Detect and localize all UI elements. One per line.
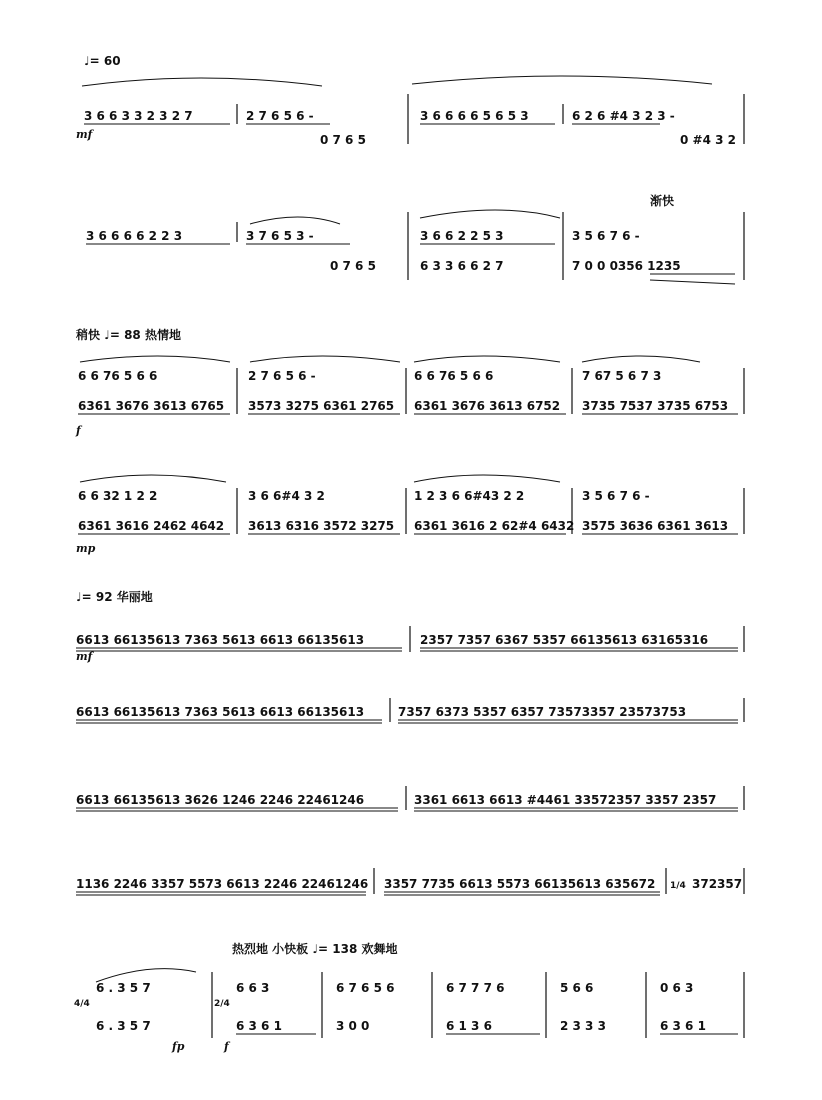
system-7 — [0, 774, 822, 818]
system-4 — [0, 468, 822, 548]
system-9-upper-bar-4: 6 7 7 7 6 — [446, 981, 505, 995]
system-7-bar-1: 6613 66135613 3626 1246 2246 22461246 — [76, 793, 365, 807]
system-1-lower-bar-4: 0 #4 3 2 — [680, 133, 736, 147]
system-8-bar-2: 3357 7735 6613 5573 66135613 635672 — [384, 877, 656, 891]
system-1 — [0, 74, 822, 154]
system-4-upper-bar-2: 3 6 6#4 3 2 — [248, 489, 325, 503]
system-2-lower-bar-4: 7 0 0 0356 1235 — [572, 259, 681, 273]
system-2-lower-bar-3: 6 3 3 6 6 2 7 — [420, 259, 504, 273]
system-9-lower-bar-5: 2 3 3 3 — [560, 1019, 606, 1033]
time-signature-4-4: 4/4 — [74, 999, 90, 1009]
system-6 — [0, 686, 822, 730]
system-3-lower-bar-1: 6361 3676 3613 6765 — [78, 399, 225, 413]
system-3-upper-bar-3: 6 6 76 5 6 6 — [414, 369, 494, 383]
system-1-upper-bar-4: 6 2 6 #4 3 2 3 - — [572, 109, 675, 123]
system-6-bar-2: 7357 6373 5357 6357 73573357 23573753 — [398, 705, 687, 719]
system-3-lower-bar-3: 6361 3676 3613 6752 — [414, 399, 561, 413]
system-9-upper-bar-3: 6 7 6 5 6 — [336, 981, 395, 995]
system-3-upper-bar-4: 7 67 5 6 7 3 — [582, 369, 662, 383]
system-9-upper-bar-5: 5 6 6 — [560, 981, 594, 995]
system-9-lower-bar-4: 6 1 3 6 — [446, 1019, 492, 1033]
time-signature-1-4: 1/4 — [670, 881, 686, 891]
system-1-lower-bar-2: 0 7 6 5 — [320, 133, 366, 147]
system-7-bar-2: 3361 6613 6613 #4461 33572357 3357 2357 — [414, 793, 717, 807]
dynamic-f-1: f — [76, 424, 81, 437]
system-2-lower-bar-2: 0 7 6 5 — [330, 259, 376, 273]
tempo-marking-88: 稍快 ♩= 88 热情地 — [76, 328, 181, 342]
system-2 — [0, 182, 822, 282]
system-2-upper-bar-3: 3 6 6 2 2 5 3 — [420, 229, 504, 243]
dynamic-mp: mp — [76, 542, 96, 555]
system-3 — [0, 348, 822, 428]
dynamic-fp: fp — [172, 1040, 185, 1053]
system-1-upper-bar-1: 3 6 6 3 3 2 3 2 7 — [84, 109, 193, 123]
system-2-upper-bar-4: 3 5 6 7 6 - — [572, 229, 640, 243]
system-5 — [0, 608, 822, 658]
system-1-upper-bar-3: 3 6 6 6 6 5 6 5 3 — [420, 109, 529, 123]
system-1-upper-bar-2: 2 7 6 5 6 - — [246, 109, 314, 123]
system-3-lower-bar-4: 3735 7537 3735 6753 — [582, 399, 729, 413]
system-4-lower-bar-2: 3613 6316 3572 3275 — [248, 519, 395, 533]
system-9-lower-bar-2: 6 3 6 1 — [236, 1019, 282, 1033]
tempo-marking-138: 热烈地 小快板 ♩= 138 欢舞地 — [232, 942, 398, 956]
system-2-upper-bar-1: 3 6 6 6 6 2 2 3 — [86, 229, 183, 243]
system-9-upper-bar-6: 0 6 3 — [660, 981, 694, 995]
system-9-upper-bar-1: 6 . 3 5 7 — [96, 981, 151, 995]
system-5-bar-1: 6613 66135613 7363 5613 6613 66135613 — [76, 633, 365, 647]
dynamic-mf-1: mf — [76, 128, 93, 141]
system-9-lower-bar-3: 3 0 0 — [336, 1019, 370, 1033]
tempo-marking-60: ♩= 60 — [84, 54, 121, 68]
dynamic-mf-2: mf — [76, 650, 93, 663]
system-9-lower-bar-6: 6 3 6 1 — [660, 1019, 706, 1033]
system-4-lower-bar-4: 3575 3636 6361 3613 — [582, 519, 729, 533]
system-8-bar-1: 1136 2246 3357 5573 6613 2246 22461246 — [76, 877, 369, 891]
system-8-bar-3: 372357 — [692, 877, 743, 891]
system-4-upper-bar-4: 3 5 6 7 6 - — [582, 489, 650, 503]
system-5-bar-2: 2357 7357 6367 5357 66135613 63165316 — [420, 633, 709, 647]
system-2-upper-bar-2: 3 7 6 5 3 - — [246, 229, 314, 243]
system-4-upper-bar-3: 1 2 3 6 6#43 2 2 — [414, 489, 525, 503]
dynamic-f-2: f — [224, 1040, 229, 1053]
system-4-lower-bar-1: 6361 3616 2462 4642 — [78, 519, 225, 533]
system-8 — [0, 852, 822, 902]
system-9-upper-bar-2: 6 6 3 — [236, 981, 270, 995]
system-6-bar-1: 6613 66135613 7363 5613 6613 66135613 — [76, 705, 365, 719]
time-signature-2-4: 2/4 — [214, 999, 230, 1009]
system-4-lower-bar-3: 6361 3616 2 62#4 6432 — [414, 519, 575, 533]
tempo-marking-92: ♩= 92 华丽地 — [76, 590, 153, 604]
system-3-upper-bar-2: 2 7 6 5 6 - — [248, 369, 316, 383]
system-3-upper-bar-1: 6 6 76 5 6 6 — [78, 369, 158, 383]
system-9 — [0, 958, 822, 1044]
tempo-marking-accelerando: 渐快 — [650, 194, 675, 208]
system-3-lower-bar-2: 3573 3275 6361 2765 — [248, 399, 395, 413]
system-4-upper-bar-1: 6 6 32 1 2 2 — [78, 489, 158, 503]
system-9-lower-bar-1: 6 . 3 5 7 — [96, 1019, 151, 1033]
